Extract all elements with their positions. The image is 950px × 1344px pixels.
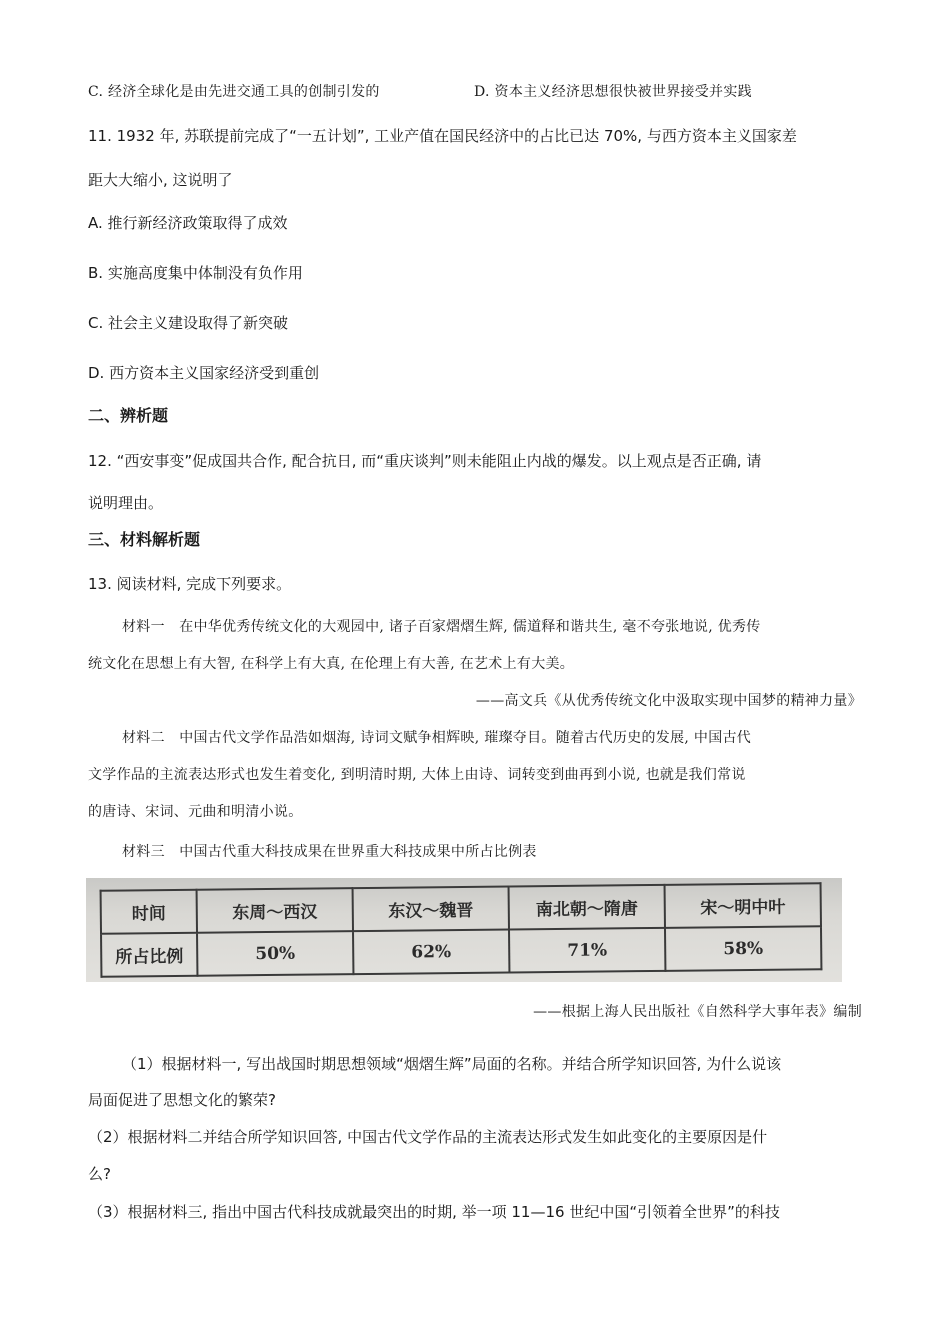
sub1-line1: （1）根据材料一, 写出战国时期思想领域“烟熠生辉”局面的名称。并结合所学知识回答, 为什么说该	[122, 1055, 782, 1073]
material1-line1: 材料一 在中华优秀传统文化的大观园中, 诸子百家熠熠生辉, 儒道释和谐共生, 毫不夸张地说, 优秀传	[122, 619, 761, 635]
material3-table	[100, 882, 823, 978]
q11-option-d: D. 西方资本主义国家经济受到重创	[88, 364, 320, 382]
table-header-cell: 东汉～魏晋	[353, 886, 509, 931]
table-header-cell: 宋～明中叶	[665, 883, 821, 928]
sub1-line2: 局面促进了思想文化的繁荣?	[88, 1091, 276, 1109]
material3-title: 材料三 中国古代重大科技成果在世界重大科技成果中所占比例表	[122, 844, 537, 860]
table-header-cell: 时间	[101, 890, 197, 934]
q11-option-a: A. 推行新经济政策取得了成效	[88, 214, 288, 232]
q11-stem-line1: 11. 1932 年, 苏联提前完成了“一五计划”, 工业产值在国民经济中的占比已达 70%, 与西方资本主义国家差	[88, 127, 797, 145]
section2-title: 二、辨析题	[88, 406, 169, 425]
material1-source: ——高文兵《从优秀传统文化中汲取实现中国梦的精神力量》	[475, 693, 862, 709]
table-cell: 58%	[665, 926, 821, 971]
table-cell: 62%	[353, 929, 509, 974]
material3-table-photo	[86, 878, 842, 982]
material3-source: ——根据上海人民出版社《自然科学大事年表》编制	[533, 1004, 862, 1020]
q10-option-d: D. 资本主义经济思想很快被世界接受并实践	[474, 84, 752, 100]
material1-line2: 统文化在思想上有大智, 在科学上有大真, 在伦理上有大善, 在艺术上有大美。	[88, 656, 575, 672]
q11-option-c: C. 社会主义建设取得了新突破	[88, 314, 289, 332]
material2-line1: 材料二 中国古代文学作品浩如烟海, 诗词文赋争相辉映, 璀璨夺目。随着古代历史的发展, 中国古代	[122, 730, 752, 746]
q10-option-c: C. 经济全球化是由先进交通工具的创制引发的	[88, 84, 380, 100]
q13-intro: 13. 阅读材料, 完成下列要求。	[88, 575, 292, 593]
material2-line2: 文学作品的主流表达形式也发生着变化, 到明清时期, 大体上由诗、词转变到曲再到小说, 也就是我们常说	[88, 767, 746, 783]
table-cell: 50%	[197, 931, 353, 976]
q11-stem-line2: 距大大缩小, 这说明了	[88, 171, 233, 189]
sub2-line1: （2）根据材料二并结合所学知识回答, 中国古代文学作品的主流表达形式发生如此变化的主要原因是什	[88, 1128, 768, 1146]
table-header-cell: 东周～西汉	[197, 888, 353, 933]
table-row	[101, 926, 821, 977]
sub3-line1: （3）根据材料三, 指出中国古代科技成就最突出的时期, 举一项 11—16 世纪中国“引领着全世界”的科技	[88, 1203, 780, 1221]
table-cell: 71%	[509, 928, 665, 973]
sub2-line2: 么?	[88, 1165, 111, 1183]
q12-stem-line2: 说明理由。	[88, 494, 164, 512]
q11-option-b: B. 实施高度集中体制没有负作用	[88, 264, 303, 282]
table-header-row	[101, 883, 821, 934]
table-header-cell: 南北朝～隋唐	[509, 885, 665, 930]
table-cell: 所占比例	[101, 933, 197, 977]
section3-title: 三、材料解析题	[88, 530, 201, 549]
material2-line3: 的唐诗、宋词、元曲和明清小说。	[88, 804, 303, 820]
q12-stem-line1: 12. “西安事变”促成国共合作, 配合抗日, 而“重庆谈判”则未能阻止内战的爆发。以上观点是否正确, 请	[88, 452, 762, 470]
